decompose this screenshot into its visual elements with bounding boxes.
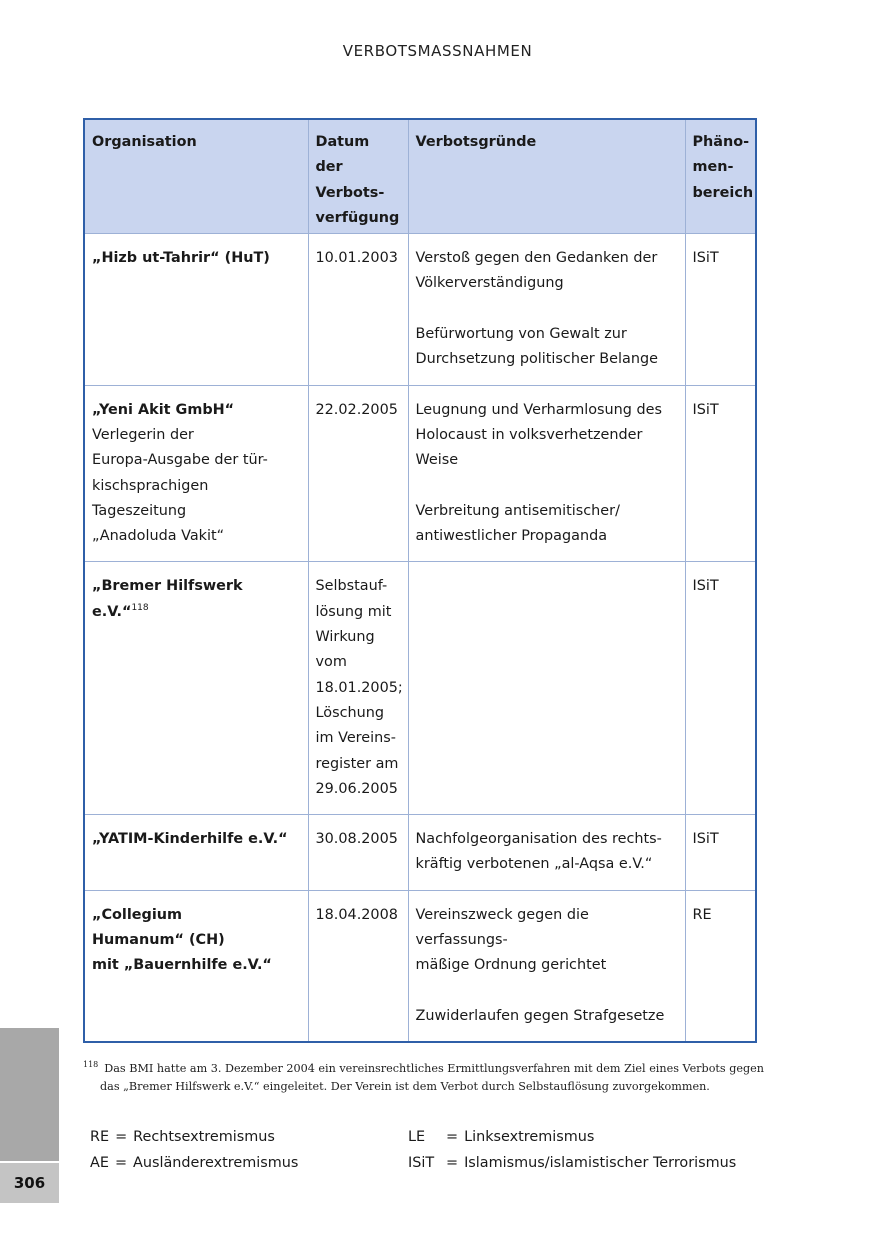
header-reasons: [408, 119, 685, 234]
reasons-cell: [408, 385, 685, 562]
legend-item-re: [90, 1124, 275, 1150]
date-cell: [308, 890, 408, 1042]
organisation-name: [92, 398, 301, 423]
date-line: 18.04.2008: [315, 906, 398, 923]
reason-line: Leugnung und Verharmlosung des: [415, 401, 662, 418]
date-line: register am: [315, 755, 399, 772]
reason-line: antiwestlicher Propaganda: [415, 528, 608, 545]
organisation-name-text: „YATIM-Kinderhilfe e.V.“: [92, 831, 288, 848]
legend-eq: =: [446, 1129, 459, 1145]
date-cell: [308, 234, 408, 385]
date-line: 29.06.2005: [315, 780, 398, 797]
side-tab: [0, 1028, 59, 1161]
date-line: lösung mit: [315, 603, 392, 620]
organisation-name-text: Humanum“ (CH): [92, 932, 225, 949]
date-line: 30.08.2005: [315, 831, 398, 848]
organisation-detail: Europa-Ausgabe der tür-: [92, 452, 268, 469]
organisation-name-text: „Bremer Hilfswerk e.V.“: [92, 578, 243, 620]
date-line: Löschung: [315, 704, 384, 721]
legend-text: Linksextremismus: [464, 1129, 595, 1145]
date-line: Wirkung: [315, 629, 375, 646]
reason-line: Zuwiderlaufen gegen Strafgesetze: [415, 1007, 665, 1024]
header-line: men-: [692, 159, 734, 176]
organisation-cell: [84, 815, 308, 891]
footnote: [83, 1060, 773, 1096]
header-area: [685, 119, 756, 234]
legend-text: Islamismus/islamistischer Terrorismus: [464, 1155, 737, 1171]
phenomenon-area-cell: ISiT: [685, 562, 756, 815]
legend-abbr: ISiT: [408, 1155, 435, 1171]
table-body: [84, 234, 756, 1043]
legend-item-isit: [408, 1150, 736, 1176]
footnote-line-1: Das BMI hatte am 3. Dezember 2004 ein vereinsrechtliches Ermittlungsverfahren mit dem Ziel eines Verbots gegen: [104, 1062, 764, 1075]
reason-line: Verbreitung antisemitischer/: [415, 502, 620, 519]
organisation-cell: [84, 890, 308, 1042]
reason-line: Befürwortung von Gewalt zur: [415, 326, 627, 343]
phenomenon-area-cell: ISiT: [685, 385, 756, 562]
reason-line: Holocaust in volksverhetzender: [415, 426, 643, 443]
reason-line: kräftig verbotenen „al-Aqsa e.V.“: [415, 856, 653, 873]
organisation-name: [92, 246, 301, 271]
reasons-cell: [408, 890, 685, 1042]
legend-abbr: LE: [408, 1129, 426, 1145]
paragraph-gap: [416, 474, 678, 499]
table-row: [84, 562, 756, 815]
table-row: [84, 815, 756, 891]
footnote-line-2: das „Bremer Hilfswerk e.V.“ eingeleitet. Der Verein ist dem Verbot durch Selbstauflösung zuvorgekommen.: [100, 1080, 710, 1093]
reasons-cell: [408, 234, 685, 385]
reason-line: Verstoß gegen den Gedanken der: [415, 250, 658, 267]
organisation-detail: „Anadoluda Vakit“: [92, 528, 225, 545]
date-line: Selbstauf-: [315, 578, 388, 595]
date-line: 22.02.2005: [315, 401, 398, 418]
organisation-name: [92, 953, 301, 978]
organisation-detail: Verlegerin der: [92, 426, 194, 443]
table-header-row: [84, 119, 756, 234]
organisation-name: [92, 903, 301, 928]
table-row: [84, 890, 756, 1042]
legend-item-ae: [90, 1150, 298, 1176]
ban-measures-table: [83, 118, 757, 1043]
header-line: Verbotsgründe: [415, 134, 537, 150]
organisation-name-text: mit „Bauernhilfe e.V.“: [92, 957, 272, 974]
table-row: [84, 385, 756, 562]
header-date: [308, 119, 408, 234]
legend-item-le: [408, 1124, 594, 1150]
reason-line: Durchsetzung politischer Belange: [415, 351, 658, 368]
date-line: im Vereins-: [315, 730, 396, 747]
paragraph-gap: [416, 979, 678, 1004]
reasons-cell: [408, 815, 685, 891]
header-line: Organisation: [92, 134, 197, 150]
date-line: 18.01.2005;: [315, 679, 403, 696]
reasons-cell: [408, 562, 685, 815]
organisation-name-text: „Collegium: [92, 906, 183, 923]
header-line: Datum der: [315, 134, 370, 176]
legend-eq: =: [115, 1129, 128, 1145]
footnote-mark: 118: [83, 1060, 99, 1070]
phenomenon-area-cell: ISiT: [685, 815, 756, 891]
organisation-cell: [84, 385, 308, 562]
organisation-cell: [84, 234, 308, 385]
header-line: verfügung: [315, 209, 400, 226]
reason-line: Vereinszweck gegen die verfassungs-: [415, 906, 589, 949]
legend-eq: =: [114, 1155, 127, 1171]
organisation-name-text: „Hizb ut-Tahrir“ (HuT): [92, 250, 270, 267]
legend-abbr: RE: [90, 1129, 110, 1145]
date-cell: [308, 562, 408, 815]
header-line: Phäno-: [692, 134, 750, 150]
footnote-reference: 118: [131, 602, 149, 613]
legend-text: Rechtsextremismus: [133, 1129, 275, 1145]
reason-line: Nachfolgeorganisation des rechts-: [415, 831, 662, 848]
legend-text: Ausländerextremismus: [133, 1155, 299, 1171]
phenomenon-area-cell: RE: [685, 890, 756, 1042]
date-line: 10.01.2003: [315, 250, 398, 267]
reason-line: mäßige Ordnung gerichtet: [415, 957, 607, 974]
date-cell: [308, 815, 408, 891]
organisation-name: [92, 574, 301, 625]
date-cell: [308, 385, 408, 562]
organisation-name-text: „Yeni Akit GmbH“: [92, 401, 235, 418]
organisation-cell: [84, 562, 308, 815]
running-head: VERBOTSMASSNAHMEN: [342, 42, 533, 60]
header-line: bereich: [692, 184, 754, 201]
reason-line: Völkerverständigung: [415, 275, 564, 292]
header-line: Verbots-: [315, 184, 385, 201]
legend-abbr: AE: [90, 1155, 109, 1171]
header-organisation: [84, 119, 308, 234]
organisation-detail: kischsprachigen Tageszeitung: [92, 477, 209, 519]
reason-line: Weise: [415, 452, 459, 469]
paragraph-gap: [416, 297, 678, 322]
legend-eq: =: [446, 1155, 459, 1171]
table-row: [84, 234, 756, 385]
organisation-name: [92, 827, 301, 852]
page-number: 306: [0, 1163, 59, 1203]
organisation-name: [92, 928, 301, 953]
phenomenon-area-cell: ISiT: [685, 234, 756, 385]
date-line: vom: [315, 654, 347, 671]
